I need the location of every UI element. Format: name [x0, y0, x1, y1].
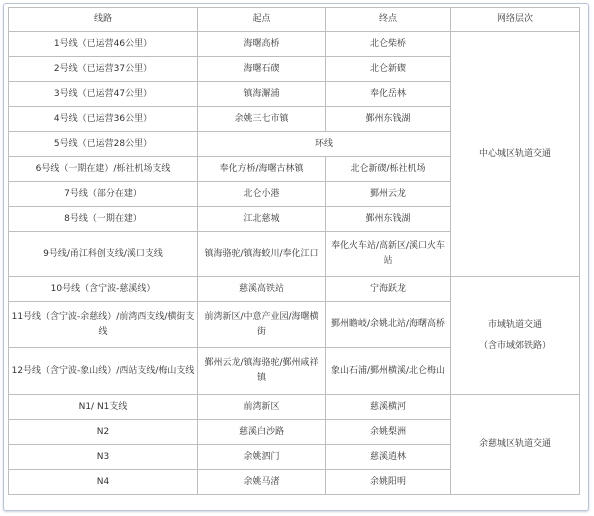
- cell-level-metro: [451, 277, 580, 395]
- cell-level-central: 中心城区轨道交通: [451, 32, 580, 277]
- cell-start: 奉化方桥/海曙古林镇: [198, 157, 326, 182]
- level-metro-line2: （含市域郊铁路）: [478, 340, 551, 351]
- cell-start: 前湾新区: [198, 395, 326, 420]
- cell-start: 镇海澥浦: [198, 82, 326, 107]
- cell-end: 奉化岳林: [326, 82, 451, 107]
- cell-start: 海曙石碶: [198, 57, 326, 82]
- cell-line: 1号线（已运营46公里）: [9, 32, 198, 57]
- cell-start: 余姚三七市镇: [198, 107, 326, 132]
- cell-loop: 环线: [198, 132, 451, 157]
- table-row: [9, 277, 580, 302]
- cell-start: 海曙高桥: [198, 32, 326, 57]
- cell-line: 11号线（含宁波-余慈线）/前湾西支线/横街支线: [9, 302, 198, 348]
- cell-end: 慈溪逍林: [326, 445, 451, 470]
- cell-line: 6号线（一期在建）/栎社机场支线: [9, 157, 198, 182]
- cell-end: 鄞州东钱湖: [326, 107, 451, 132]
- cell-line: 3号线（已运营47公里）: [9, 82, 198, 107]
- cell-start: 江北慈城: [198, 207, 326, 232]
- header-line: 线路: [9, 8, 198, 32]
- cell-level-yuci: 余慈城区轨道交通: [451, 395, 580, 495]
- cell-line: 2号线（已运营37公里）: [9, 57, 198, 82]
- cell-line: N3: [9, 445, 198, 470]
- cell-line: 9号线/甬江科创支线/溪口支线: [9, 232, 198, 277]
- cell-end: 鄞州东钱湖: [326, 207, 451, 232]
- cell-end: 北仑柴桥: [326, 32, 451, 57]
- cell-end: 象山石浦/鄞州横溪/北仑梅山: [326, 348, 451, 395]
- header-row: [9, 8, 580, 32]
- header-start: 起点: [198, 8, 326, 32]
- cell-end: 奉化火车站/高新区/溪口火车站: [326, 232, 451, 277]
- cell-end: 北仑新碶/栎社机场: [326, 157, 451, 182]
- cell-line: N1/ N1支线: [9, 395, 198, 420]
- cell-end: 慈溪横河: [326, 395, 451, 420]
- cell-start: 鄞州云龙/镇海骆驼/鄞州咸祥镇: [198, 348, 326, 395]
- cell-start: 镇海骆驼/镇海蛟川/奉化江口: [198, 232, 326, 277]
- cell-line: 10号线（含宁波-慈溪线）: [9, 277, 198, 302]
- cell-start: 前湾新区/中意产业园/海曙横街: [198, 302, 326, 348]
- cell-line: N4: [9, 470, 198, 495]
- cell-start: 余姚马渚: [198, 470, 326, 495]
- cell-line: 7号线（部分在建）: [9, 182, 198, 207]
- cell-start: 慈溪高铁站: [198, 277, 326, 302]
- cell-end: 宁海跃龙: [326, 277, 451, 302]
- table-row: [9, 32, 580, 57]
- cell-start: 北仑小港: [198, 182, 326, 207]
- cell-start: 余姚泗门: [198, 445, 326, 470]
- cell-end: 鄞州云龙: [326, 182, 451, 207]
- cell-end: 余姚阳明: [326, 470, 451, 495]
- rail-network-table: [8, 7, 580, 495]
- cell-line: N2: [9, 420, 198, 445]
- cell-end: 北仑新碶: [326, 57, 451, 82]
- cell-end: 鄞州瞻岐/余姚北站/海曙高桥: [326, 302, 451, 348]
- level-metro-line1: 市域轨道交通: [487, 319, 542, 330]
- cell-line: 5号线（已运营28公里）: [9, 132, 198, 157]
- table-row: [9, 395, 580, 420]
- cell-line: 8号线（一期在建）: [9, 207, 198, 232]
- cell-end: 余姚梨洲: [326, 420, 451, 445]
- header-end: 终点: [326, 8, 451, 32]
- cell-start: 慈溪白沙路: [198, 420, 326, 445]
- header-level: 网络层次: [451, 8, 580, 32]
- cell-line: 4号线（已运营36公里）: [9, 107, 198, 132]
- cell-line: 12号线（含宁波-象山线）/西站支线/梅山支线: [9, 348, 198, 395]
